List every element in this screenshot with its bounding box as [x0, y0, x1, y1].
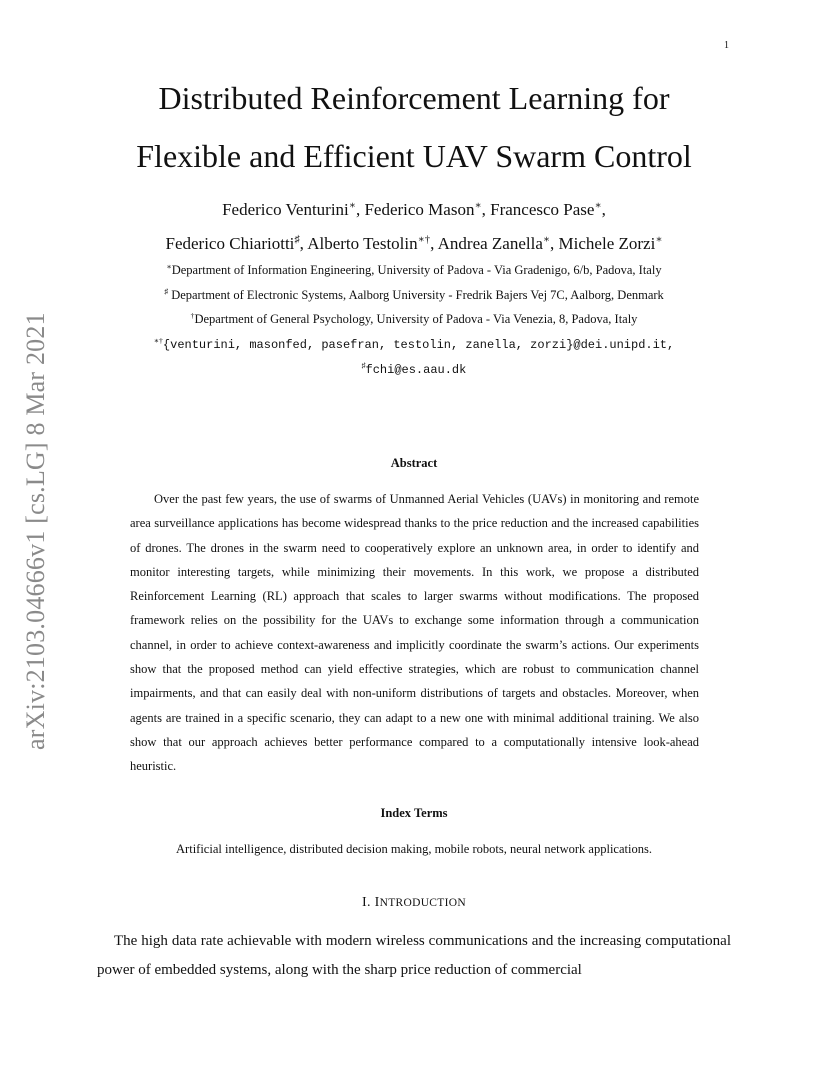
author-mark: ∗	[474, 200, 482, 212]
section-title-initial: I	[374, 895, 380, 910]
affiliation	[0, 307, 828, 332]
affiliation	[0, 258, 828, 283]
affiliation-text: Department of Information Engineering, University of Padova - Via Gradenigo, 6/b, Padova, Italy	[171, 263, 662, 277]
email-mark: ∗†	[153, 335, 163, 345]
section-number: I.	[362, 895, 371, 910]
email-text: fchi@es.aau.dk	[365, 363, 467, 377]
affiliation-text: Department of Electronic Systems, Aalborg University - Fredrik Bajers Vej 7C, Aalborg, Denmark	[168, 287, 664, 302]
author-name: Alberto Testolin	[307, 234, 418, 253]
email-line	[0, 357, 828, 383]
author-name: Federico Venturini	[222, 200, 349, 219]
paper-title	[0, 69, 828, 185]
section-heading	[0, 895, 828, 911]
author-list	[0, 193, 828, 261]
arxiv-stamp: arXiv:2103.04666v1 [cs.LG] 8 Mar 2021	[21, 312, 50, 750]
affiliation-mark: ∗	[166, 261, 172, 271]
affiliation-text: Department of General Psychology, University of Padova - Via Venezia, 8, Padova, Italy	[194, 312, 638, 326]
author-mark: ∗	[655, 234, 663, 246]
affiliation-mark: †	[190, 310, 195, 320]
author-name: Federico Mason	[364, 200, 475, 219]
section-title-rest: NTRODUCTION	[379, 897, 466, 909]
affiliation-mark: ♯	[164, 286, 169, 296]
affiliation	[0, 283, 828, 308]
author-name: Andrea Zanella	[437, 234, 543, 253]
title-line-1: Distributed Reinforcement Learning for	[158, 80, 670, 116]
affiliation-list	[0, 258, 828, 383]
email-mark: ♯	[361, 360, 366, 370]
title-line-2: Flexible and Efficient UAV Swarm Control	[136, 138, 692, 174]
index-terms-text: Artificial intelligence, distributed decision making, mobile robots, neural network applications.	[176, 842, 652, 856]
author-name: Francesco Pase	[490, 200, 595, 219]
author-line-2: Federico Chiariotti♯, Alberto Testolin∗†, Andrea Zanella∗, Michele Zorzi∗	[165, 234, 663, 253]
abstract-text: Over the past few years, the use of swarms of Unmanned Aerial Vehicles (UAVs) in monitoring and remote area surveillance applications has become widespread thanks to the price reduction and the increased capabilities of drones. The drones in the swarm need to cooperatively explore an unknown area, in order to identify and monitor interesting targets, while minimizing their movements. In this work, we propose a distributed Reinforcement Learning (RL) approach that scales to larger swarms without modifications. The proposed framework relies on the possibility for the UAVs to exchange some information through a communication channel, in order to achieve context-awareness and implicitly coordinate the swarm’s actions. Our experiments show that the proposed method can yield effective strategies, which are robust to communication channel impairments, and that can easily deal with non-uniform distributions of targets and obstacles. Moreover, when agents are trained in a specific scenario, they can adapt to a new one with minimal additional training. We also show that our approach achieves better performance compared to a computationally intensive look-ahead heuristic.	[130, 492, 699, 774]
page-number: 1	[724, 40, 729, 51]
author-mark: ∗	[348, 200, 356, 212]
author-name: Michele Zorzi	[558, 234, 656, 253]
author-mark: ∗	[542, 234, 551, 246]
email-line	[0, 332, 828, 358]
index-terms-heading: Index Terms	[380, 806, 448, 820]
author-name: Federico Chiariotti	[165, 234, 295, 253]
author-mark: ∗	[594, 200, 602, 212]
author-line-1: Federico Venturini∗, Federico Mason∗, Francesco Pase∗,	[222, 200, 606, 219]
author-mark: ♯	[294, 234, 300, 246]
author-mark: ∗†	[417, 234, 431, 246]
intro-paragraph: The high data rate achievable with modern wireless communications and the increasing computational power of embedded systems, along with the sharp price reduction of commercial	[97, 933, 731, 978]
abstract-heading: Abstract	[390, 456, 438, 470]
email-text: {venturini, masonfed, pasefran, testolin, zanella, zorzi}@dei.unipd.it,	[162, 337, 675, 352]
